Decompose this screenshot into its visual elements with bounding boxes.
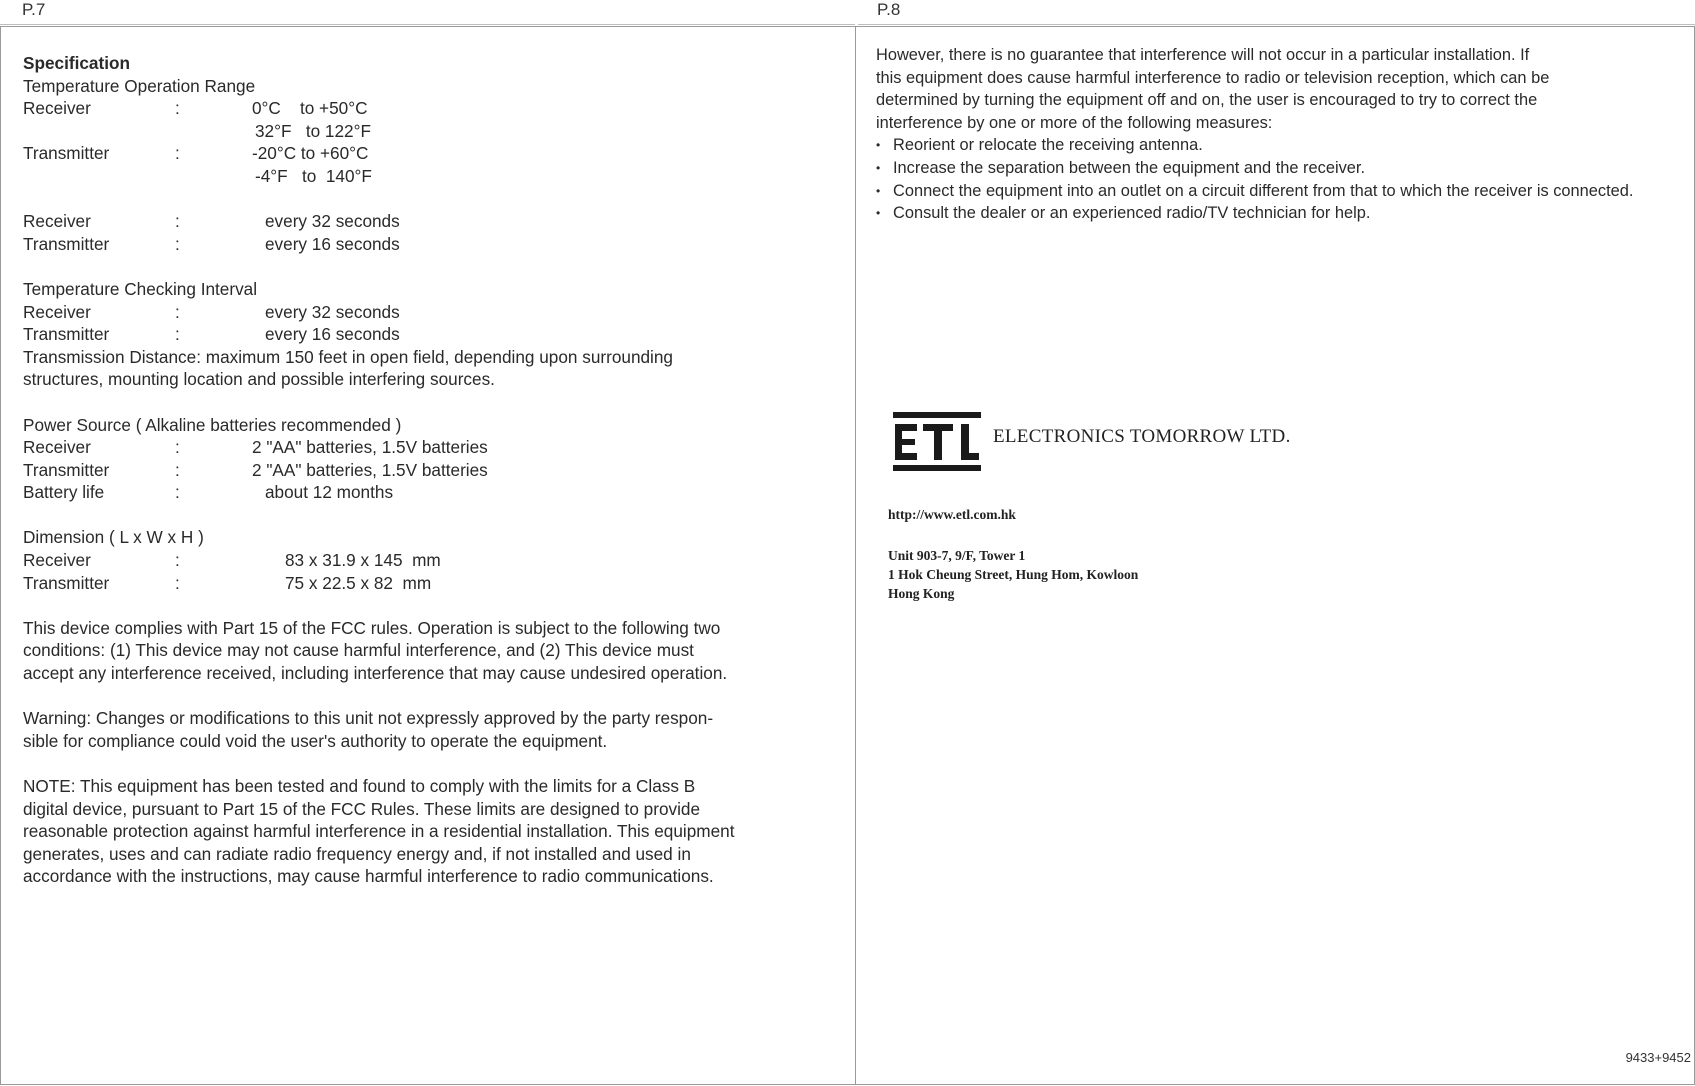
company-name: ELECTRONICS TOMORROW LTD. <box>993 426 1291 447</box>
row-separator: : <box>175 482 180 503</box>
warning-line: Warning: Changes or modifications to this unit not expressly approved by the party respon- <box>23 708 714 729</box>
power-receiver-row <box>23 436 823 459</box>
list-item <box>876 157 1676 180</box>
row-separator: : <box>175 459 180 480</box>
row-value: 2 "AA" batteries, 1.5V batteries <box>252 437 488 458</box>
list-item <box>876 180 1676 203</box>
row-label: Transmitter <box>23 143 110 164</box>
row-label: Transmitter <box>23 572 110 593</box>
fcc-line: accept any interference received, including interference that may cause undesired operation. <box>23 663 728 684</box>
bullet-icon: • <box>876 206 881 221</box>
row-value: 0°C to +50°C <box>252 98 368 119</box>
etl-logo-graphic <box>893 412 981 476</box>
bullet-text: Consult the dealer or an experienced radio/TV technician for help. <box>893 204 1371 223</box>
warning-paragraph <box>23 707 823 752</box>
bullet-icon: • <box>876 160 881 175</box>
note-line: generates, uses and can radiate radio frequency energy and, if not installed and used in <box>23 843 691 864</box>
row-label: Transmitter <box>23 233 110 254</box>
row-value: 83 x 31.9 x 145 mm <box>285 550 441 571</box>
row-separator: : <box>175 98 180 119</box>
etl-logo-icon <box>893 412 981 476</box>
bullet-text: Reorient or relocate the receiving antenna. <box>893 136 1203 155</box>
bullet-text: Increase the separation between the equipment and the receiver. <box>893 158 1365 177</box>
list-item <box>876 134 1676 157</box>
note-line: accordance with the instructions, may cause harmful interference to radio communications. <box>23 866 714 887</box>
temp-range-transmitter-f: -4°F to 140°F <box>255 165 372 186</box>
row-separator: : <box>175 233 180 254</box>
row-value: 75 x 22.5 x 82 mm <box>285 572 432 593</box>
page-number-left: P.7 <box>22 0 46 19</box>
distance-line-2: structures, mounting location and possible interfering sources. <box>23 369 495 390</box>
list-item <box>876 202 1676 225</box>
document-code: 9433+9452 <box>1625 1050 1691 1065</box>
row-value: every 16 seconds <box>265 233 400 254</box>
row-label: Transmitter <box>23 324 110 345</box>
note-paragraph <box>23 775 823 888</box>
row-label: Transmitter <box>23 459 110 480</box>
row-label: Receiver <box>23 437 91 458</box>
fcc-line: conditions: (1) This device may not cause harmful interference, and (2) This device must <box>23 640 694 661</box>
row-label: Receiver <box>23 211 91 232</box>
temp-range-receiver-f: 32°F to 122°F <box>255 120 371 141</box>
row-separator: : <box>175 572 180 593</box>
intro-line: this equipment does cause harmful interference to radio or television reception, which can be <box>876 68 1550 87</box>
row-label: Battery life <box>23 482 105 503</box>
row-separator: : <box>175 143 180 164</box>
checking-transmitter-row <box>23 323 823 346</box>
row-value: 2 "AA" batteries, 1.5V batteries <box>252 459 488 480</box>
row-separator: : <box>175 211 180 232</box>
interval-transmitter-row <box>23 233 823 256</box>
interval-receiver-row <box>23 210 823 233</box>
address-line: Hong Kong <box>888 586 955 601</box>
power-title: Power Source ( Alkaline batteries recommended ) <box>23 414 402 435</box>
note-line: reasonable protection against harmful interference in a residential installation. This equipment <box>23 821 735 842</box>
bullet-icon: • <box>876 183 881 198</box>
bullet-icon: • <box>876 138 881 153</box>
temp-range-receiver-row <box>23 97 823 120</box>
fcc-paragraph <box>23 617 823 685</box>
row-separator: : <box>175 324 180 345</box>
company-website: http://www.etl.com.hk <box>888 507 1016 522</box>
company-address <box>888 546 1138 603</box>
dimension-transmitter-row <box>23 572 823 595</box>
address-line: Unit 903-7, 9/F, Tower 1 <box>888 548 1026 563</box>
address-line: 1 Hok Cheung Street, Hung Hom, Kowloon <box>888 567 1139 582</box>
row-value: every 16 seconds <box>265 324 400 345</box>
intro-line: interference by one or more of the following measures: <box>876 113 1273 132</box>
row-value: every 32 seconds <box>265 301 400 322</box>
dimension-receiver-row <box>23 549 823 572</box>
power-transmitter-row <box>23 459 823 482</box>
top-rule-left <box>0 24 855 25</box>
right-page-content <box>876 44 1676 225</box>
row-separator: : <box>175 301 180 322</box>
intro-paragraph <box>876 44 1676 134</box>
row-label: Receiver <box>23 550 91 571</box>
row-label: Receiver <box>23 98 91 119</box>
dimension-title: Dimension ( L x W x H ) <box>23 527 204 548</box>
battery-life-row <box>23 481 823 504</box>
note-line: digital device, pursuant to Part 15 of the FCC Rules. These limits are designed to provide <box>23 798 701 819</box>
distance-line-1: Transmission Distance: maximum 150 feet in open field, depending upon surrounding <box>23 346 673 367</box>
spec-heading: Specification <box>23 53 130 73</box>
intro-line: determined by turning the equipment off and on, the user is encouraged to try to correct the <box>876 91 1538 110</box>
checking-title: Temperature Checking Interval <box>23 278 258 299</box>
page-number-right: P.8 <box>877 0 901 19</box>
company-logo-block <box>893 412 1291 476</box>
checking-receiver-row <box>23 301 823 324</box>
row-separator: : <box>175 550 180 571</box>
row-label: Receiver <box>23 301 91 322</box>
measures-list <box>876 134 1676 224</box>
intro-line: However, there is no guarantee that interference will not occur in a particular installation. If <box>876 46 1530 64</box>
temp-range-title: Temperature Operation Range <box>23 75 256 96</box>
row-separator: : <box>175 437 180 458</box>
fcc-line: This device complies with Part 15 of the FCC rules. Operation is subject to the following two <box>23 617 721 638</box>
temp-range-transmitter-row <box>23 142 823 165</box>
bullet-text: Connect the equipment into an outlet on a circuit different from that to which the receiver is connected. <box>893 181 1634 200</box>
row-value: every 32 seconds <box>265 211 400 232</box>
top-rule-right <box>858 24 1695 25</box>
warning-line: sible for compliance could void the user's authority to operate the equipment. <box>23 730 608 751</box>
row-value: -20°C to +60°C <box>252 143 369 164</box>
row-value: about 12 months <box>265 482 394 503</box>
note-line: NOTE: This equipment has been tested and found to comply with the limits for a Class B <box>23 776 696 796</box>
left-page-content <box>23 52 823 888</box>
